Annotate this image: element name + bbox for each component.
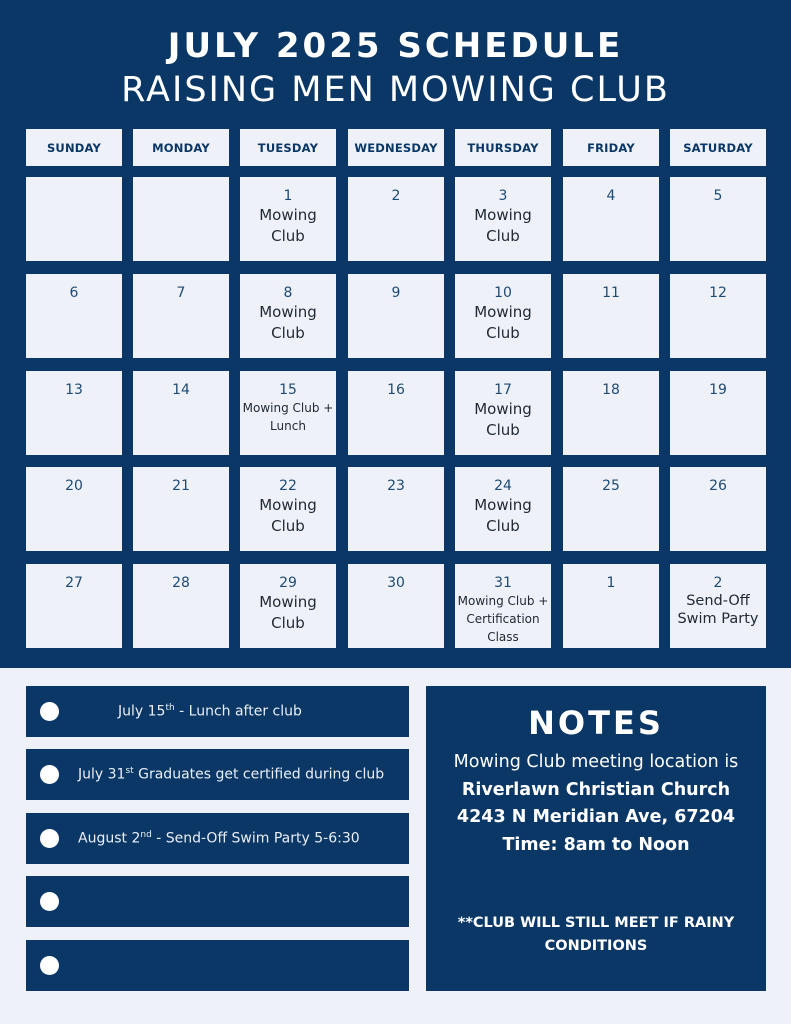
calendar-day-cell (133, 274, 229, 358)
calendar-day-cell (348, 467, 444, 551)
day-number: 21 (172, 478, 190, 494)
reminder-item (26, 876, 409, 927)
day-header-2: TUESDAY (240, 129, 336, 166)
reminder-date: July 31 (78, 766, 126, 783)
day-number: 2 (713, 575, 723, 591)
calendar-day-cell (133, 564, 229, 648)
day-event: Mowing Club (474, 303, 532, 342)
calendar-day-cell (455, 467, 551, 551)
day-number: 1 (606, 575, 616, 591)
calendar-day-cell (240, 564, 336, 648)
calendar-day-cell (133, 177, 229, 261)
calendar-day-cell (133, 467, 229, 551)
day-event: Mowing Club (259, 303, 317, 342)
day-number: 10 (494, 285, 512, 301)
calendar-day-cell (563, 274, 659, 358)
notes-rain-warning-line1: **CLUB WILL STILL MEET IF RAINY (457, 915, 735, 931)
day-number: 25 (602, 478, 620, 494)
day-number: 15 (279, 382, 297, 398)
reminder-description: - Send-Off Swim Party 5-6:30 (151, 830, 360, 847)
reminder-item (26, 749, 409, 800)
day-number: 14 (172, 382, 190, 398)
calendar-day-cell (670, 274, 766, 358)
reminder-date: August 2 (78, 830, 141, 847)
day-number: 27 (65, 575, 83, 591)
calendar-day-cell (133, 371, 229, 455)
calendar-day-cell (240, 467, 336, 551)
day-number: 2 (391, 188, 401, 204)
day-event: Mowing Club + Certification Class (457, 594, 549, 644)
day-number: 22 (279, 478, 297, 494)
bullet-icon (40, 829, 59, 848)
day-number: 8 (283, 285, 293, 301)
calendar-day-cell (26, 371, 122, 455)
day-header-0: SUNDAY (26, 129, 122, 166)
day-number: 11 (602, 285, 620, 301)
calendar-day-cell (240, 177, 336, 261)
day-number: 7 (176, 285, 186, 301)
day-event: Mowing Club (259, 206, 317, 245)
calendar-day-cell (670, 467, 766, 551)
bullet-icon (40, 765, 59, 784)
calendar-day-cell (563, 467, 659, 551)
page-title: JULY 2025 SCHEDULE (167, 26, 624, 66)
day-number (26, 177, 122, 205)
day-number: 1 (283, 188, 293, 204)
notes-time: Time: 8am to Noon (502, 835, 690, 855)
day-number: 16 (387, 382, 405, 398)
calendar-day-cell (26, 467, 122, 551)
calendar-day-cell (348, 371, 444, 455)
day-number: 19 (709, 382, 727, 398)
day-number: 20 (65, 478, 83, 494)
reminder-text (78, 766, 401, 783)
notes-location-intro: Mowing Club meeting location is (453, 752, 739, 772)
day-header-1: MONDAY (133, 129, 229, 166)
calendar-day-cell (348, 274, 444, 358)
club-name: RAISING MEN MOWING CLUB (121, 70, 670, 110)
day-number: 30 (387, 575, 405, 591)
day-number: 31 (494, 575, 512, 591)
calendar-day-cell (240, 274, 336, 358)
notes-church-name: Riverlawn Christian Church (461, 780, 731, 800)
day-event: Mowing Club (259, 496, 317, 535)
day-number: 18 (602, 382, 620, 398)
day-event: Mowing Club (474, 496, 532, 535)
calendar-day-cell (670, 371, 766, 455)
notes-rain-warning-line2: CONDITIONS (544, 938, 648, 954)
day-number: 9 (391, 285, 401, 301)
bullet-icon (40, 892, 59, 911)
day-number: 12 (709, 285, 727, 301)
calendar-day-cell (563, 371, 659, 455)
day-number (133, 177, 229, 205)
reminder-date: July 15 (118, 703, 166, 720)
day-number: 24 (494, 478, 512, 494)
notes-title: NOTES (528, 704, 664, 742)
day-event: Mowing Club + Lunch (242, 401, 334, 433)
reminder-date-suffix: nd (140, 830, 152, 841)
day-number: 13 (65, 382, 83, 398)
day-number: 4 (606, 188, 616, 204)
reminder-text (118, 703, 401, 720)
day-event: Send-Off Swim Party (677, 593, 759, 627)
day-event: Mowing Club (259, 593, 317, 632)
reminder-description: Graduates get certified during club (133, 766, 385, 783)
bullet-icon (40, 956, 59, 975)
reminder-item (26, 813, 409, 864)
calendar-day-cell (563, 564, 659, 648)
calendar-day-cell (26, 274, 122, 358)
day-header-6: SATURDAY (670, 129, 766, 166)
calendar-day-cell (563, 177, 659, 261)
day-header-4: THURSDAY (455, 129, 551, 166)
calendar-day-cell (26, 177, 122, 261)
reminder-date-suffix: st (125, 766, 134, 777)
day-number: 17 (494, 382, 512, 398)
reminder-item (26, 686, 409, 737)
reminder-item (26, 940, 409, 991)
day-event: Mowing Club (474, 400, 532, 439)
calendar-day-cell (455, 371, 551, 455)
bullet-icon (40, 702, 59, 721)
day-number: 23 (387, 478, 405, 494)
calendar-day-cell (26, 564, 122, 648)
calendar-day-cell (670, 177, 766, 261)
calendar-day-cell (348, 564, 444, 648)
reminder-date-suffix: th (165, 703, 175, 714)
day-number: 28 (172, 575, 190, 591)
calendar-day-cell (670, 564, 766, 648)
calendar-day-cell (240, 371, 336, 455)
calendar-day-cell (455, 177, 551, 261)
reminder-description: - Lunch after club (174, 703, 302, 720)
day-number: 5 (713, 188, 723, 204)
calendar-day-cell (455, 564, 551, 648)
calendar-day-cell (455, 274, 551, 358)
day-number: 6 (69, 285, 79, 301)
day-event: Mowing Club (474, 206, 532, 245)
notes-address: 4243 N Meridian Ave, 67204 (456, 807, 736, 827)
day-number: 26 (709, 478, 727, 494)
day-number: 3 (498, 188, 508, 204)
day-header-5: FRIDAY (563, 129, 659, 166)
notes-panel (426, 686, 766, 991)
reminder-text (78, 830, 401, 847)
calendar-day-cell (348, 177, 444, 261)
day-number: 29 (279, 575, 297, 591)
day-header-3: WEDNESDAY (348, 129, 444, 166)
